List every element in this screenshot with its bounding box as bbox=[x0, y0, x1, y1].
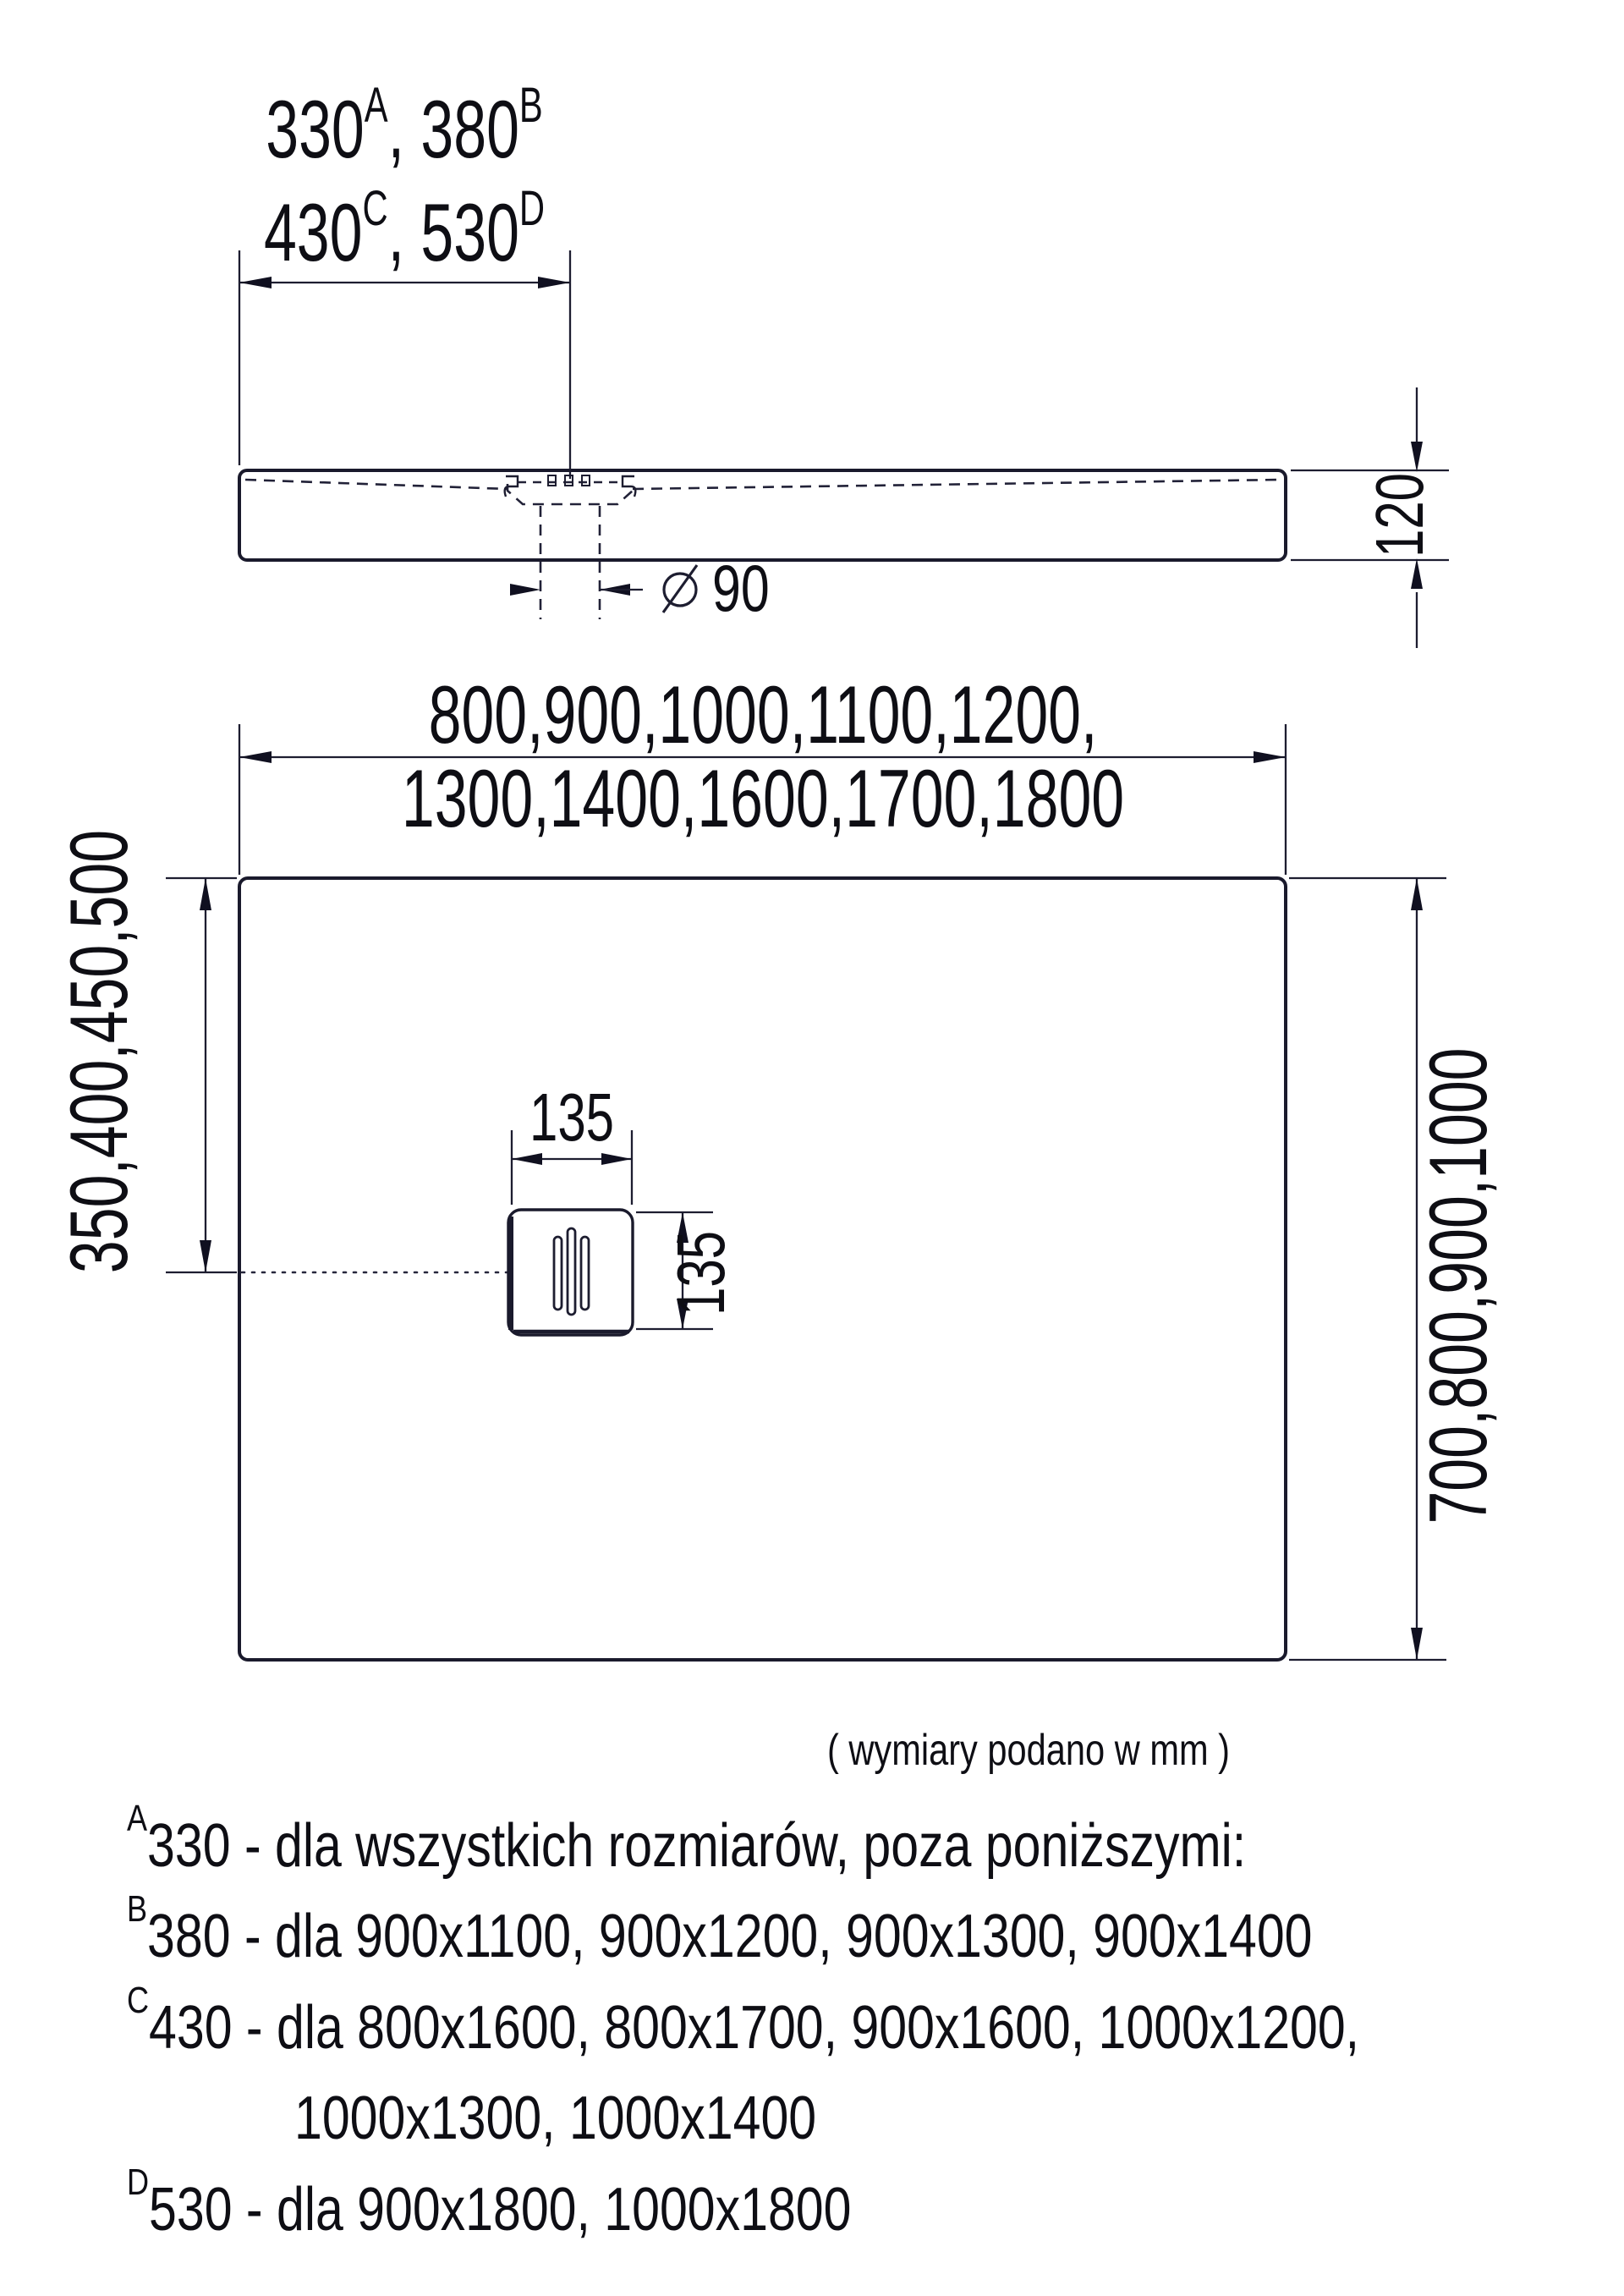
footnotes bbox=[127, 1798, 1359, 2244]
arrowhead-left bbox=[239, 751, 272, 763]
side-view-drain-clamp-left bbox=[505, 476, 518, 497]
arrowhead-right bbox=[1254, 751, 1286, 763]
drain-depth-value: 135 bbox=[662, 1230, 738, 1316]
units-note: ( wymiary podano w mm ) bbox=[826, 1724, 1231, 1775]
diameter-symbol bbox=[663, 565, 697, 612]
width-values-line1: 800,900,1000,1100,1200, bbox=[428, 667, 1098, 761]
side-view-grate-slot bbox=[548, 475, 556, 486]
footnote-b: $^B$380 - dla 900x1100, 900x1200, 900x1300, 900x1400 bbox=[127, 1887, 1313, 1970]
footnote-a: $^A$330 - dla wszystkich rozmiarów, poza poniższymi: bbox=[127, 1797, 1247, 1880]
drain-offset-values: 350,400,450,500 bbox=[52, 829, 145, 1274]
footnote-c-continuation: 1000x1300, 1000x1400 bbox=[294, 2083, 817, 2152]
plan-view bbox=[52, 668, 1504, 1660]
arrowhead-left bbox=[239, 277, 272, 288]
arrowhead-right bbox=[538, 277, 570, 288]
side-view bbox=[239, 77, 1449, 648]
width-values-line2: 1300,1400,1600,1700,1800 bbox=[401, 751, 1125, 844]
arrowhead-pipe-left bbox=[510, 584, 540, 596]
arrowhead-down bbox=[200, 1240, 211, 1272]
arrowhead-down bbox=[1411, 442, 1423, 472]
arrowhead-down bbox=[1411, 1628, 1423, 1660]
side-view-floor-slope-left bbox=[245, 480, 508, 489]
drain-offset-label-line2: $430^C$, $530^D$ bbox=[263, 180, 546, 278]
side-view-grate-slot bbox=[582, 475, 590, 486]
arrowhead-up bbox=[200, 878, 211, 910]
arrowhead-right bbox=[601, 1153, 632, 1165]
side-view-floor-slope-right bbox=[633, 480, 1281, 489]
plan-view-tray-outline bbox=[239, 878, 1286, 1660]
side-view-grate-slot bbox=[565, 475, 573, 486]
side-view-drain-pan-dashed bbox=[508, 484, 633, 504]
footnote-c: $^C$430 - dla 800x1600, 800x1700, 900x1600, 1000x1200, bbox=[127, 1979, 1360, 2062]
drain-width-value: 135 bbox=[529, 1079, 615, 1155]
arrowhead-up bbox=[1411, 558, 1423, 589]
drain-diameter-value: 90 bbox=[712, 551, 770, 625]
depth-values: 700,800,900,1000 bbox=[1411, 1047, 1504, 1524]
drain-grate bbox=[508, 1210, 633, 1335]
arrowhead-up bbox=[1411, 878, 1423, 910]
drain-offset-label-line1: $330^A$, $380^B$ bbox=[266, 77, 543, 175]
footnote-d: $^D$530 - dla 900x1800, 1000x1800 bbox=[127, 2161, 852, 2244]
side-view-tray-outline bbox=[239, 470, 1286, 560]
arrowhead-left bbox=[512, 1153, 542, 1165]
tray-height-value: 120 bbox=[1361, 472, 1437, 558]
